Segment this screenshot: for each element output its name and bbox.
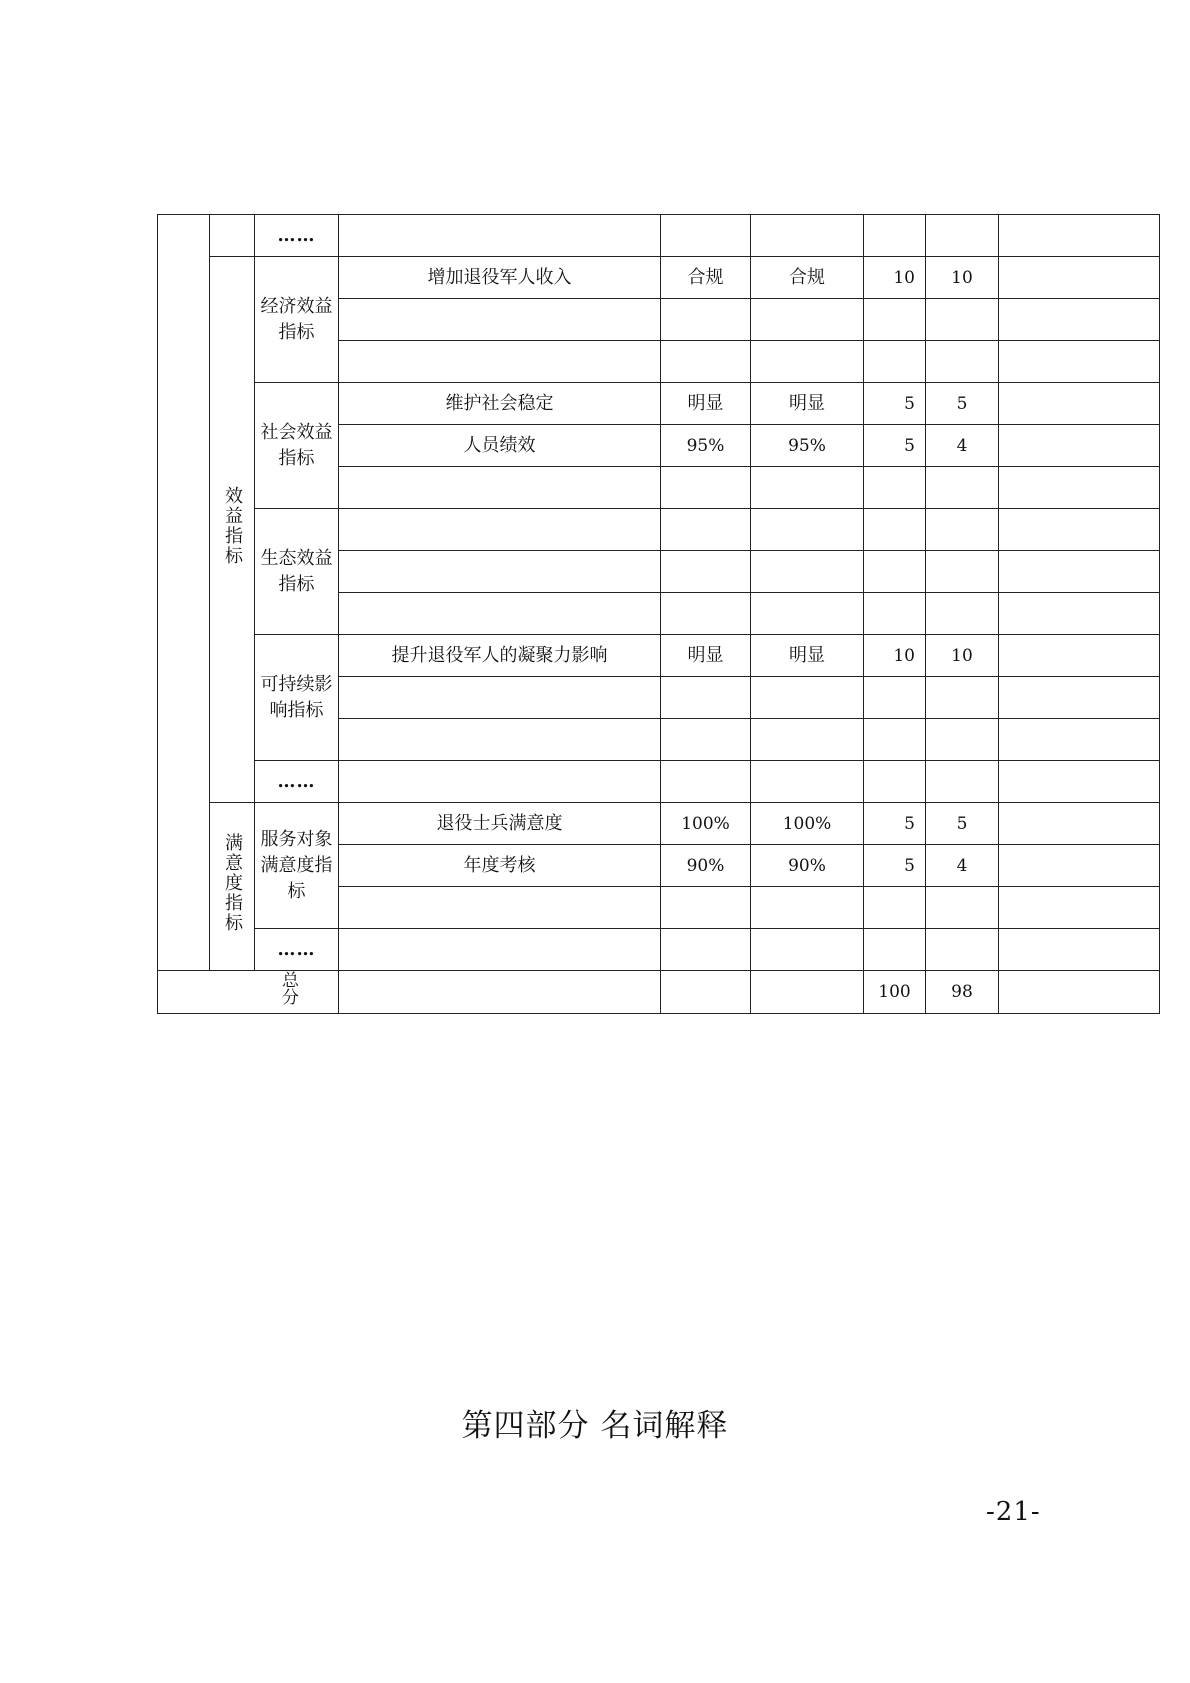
- total-score: 98: [926, 971, 999, 1014]
- category-xiaoyi: 效益指标: [210, 257, 255, 803]
- total-label: 总分: [158, 971, 339, 1014]
- score-value: 4: [926, 425, 999, 467]
- table-row: [158, 929, 1160, 971]
- score-value: 10: [926, 635, 999, 677]
- total-weight: 100: [864, 971, 926, 1014]
- category-manyi: 满意度指标: [210, 803, 255, 971]
- actual-value: 合规: [751, 257, 864, 299]
- cat-continuation-cell: [158, 215, 210, 971]
- weight-value: 10: [864, 257, 926, 299]
- ellipsis-cell: ……: [255, 929, 339, 971]
- target-value: 90%: [661, 845, 751, 887]
- target-value: 100%: [661, 803, 751, 845]
- weight-value: 5: [864, 425, 926, 467]
- actual-value: 90%: [751, 845, 864, 887]
- score-value: 4: [926, 845, 999, 887]
- section-title: 第四部分 名词解释: [461, 1408, 729, 1444]
- indicator-name: 人员绩效: [339, 425, 661, 467]
- weight-value: 5: [864, 845, 926, 887]
- subcategory-jingji: 经济效益指标: [255, 257, 339, 383]
- cat-continuation-cell: [210, 215, 255, 257]
- weight-value: 5: [864, 383, 926, 425]
- actual-value: 明显: [751, 635, 864, 677]
- target-value: 合规: [661, 257, 751, 299]
- ellipsis-cell: ……: [255, 761, 339, 803]
- total-row: [158, 971, 1160, 1014]
- table-row: [158, 761, 1160, 803]
- subcategory-shengtai: 生态效益指标: [255, 509, 339, 635]
- performance-table: [157, 214, 1160, 1014]
- table-row: [158, 215, 1160, 257]
- table-row: [158, 635, 1160, 677]
- indicator-name: 提升退役军人的凝聚力影响: [339, 635, 661, 677]
- subcategory-fuwu: 服务对象满意度指标: [255, 803, 339, 929]
- table-row: [158, 803, 1160, 845]
- ellipsis-cell: ……: [255, 215, 339, 257]
- subcategory-kechixu: 可持续影响指标: [255, 635, 339, 761]
- score-value: 10: [926, 257, 999, 299]
- table-row: [158, 383, 1160, 425]
- subcategory-shehui: 社会效益指标: [255, 383, 339, 509]
- table-row: [158, 509, 1160, 551]
- indicator-name: 增加退役军人收入: [339, 257, 661, 299]
- target-value: 明显: [661, 635, 751, 677]
- weight-value: 10: [864, 635, 926, 677]
- indicator-name: 退役士兵满意度: [339, 803, 661, 845]
- actual-value: 明显: [751, 383, 864, 425]
- score-value: 5: [926, 383, 999, 425]
- page-number: -21-: [986, 1497, 1041, 1527]
- score-value: 5: [926, 803, 999, 845]
- actual-value: 95%: [751, 425, 864, 467]
- indicator-name: 维护社会稳定: [339, 383, 661, 425]
- table-row: [158, 257, 1160, 299]
- indicator-name: 年度考核: [339, 845, 661, 887]
- actual-value: 100%: [751, 803, 864, 845]
- weight-value: 5: [864, 803, 926, 845]
- target-value: 95%: [661, 425, 751, 467]
- target-value: 明显: [661, 383, 751, 425]
